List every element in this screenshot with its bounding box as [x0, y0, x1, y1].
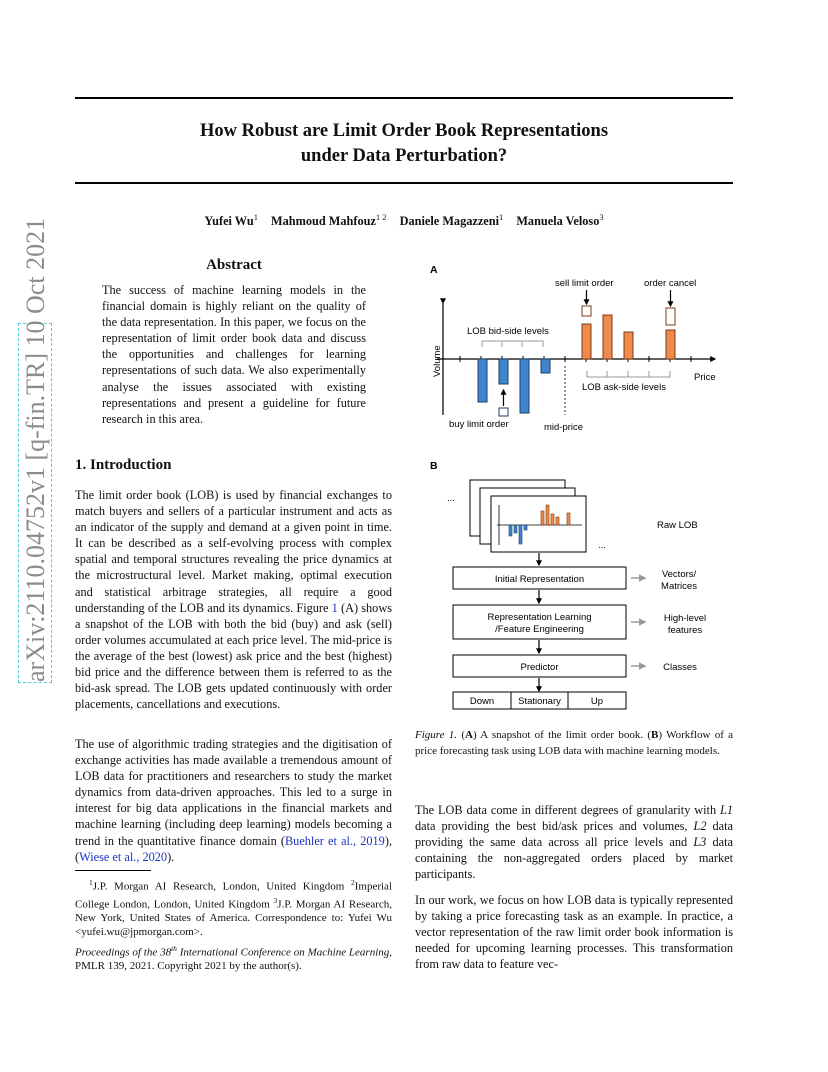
author-name: Daniele Magazzeni	[399, 214, 499, 229]
volume-axis-label: Volume	[432, 345, 443, 377]
citation-link[interactable]: Buehler et al., 2019	[284, 833, 385, 848]
panel-a-label: A	[430, 264, 438, 276]
author-affiliation: 1	[253, 212, 258, 222]
author-name: Mahmoud Mahfouz	[271, 214, 376, 229]
text-span: Proceedings of the 38	[75, 946, 172, 959]
lob-snapshot-front	[491, 496, 586, 552]
class-up: Up	[590, 696, 604, 707]
bid-bar	[541, 359, 550, 373]
text-span: data providing the same data across all price levels and	[415, 819, 733, 850]
text-span: , PMLR 139, 2021. Copyright 2021 by the author(s).	[75, 946, 392, 973]
sell-limit-order-box	[582, 306, 591, 316]
ask-levels-bracket	[587, 371, 670, 377]
ask-bar	[624, 332, 633, 359]
affiliation-footnote	[75, 876, 392, 939]
classes-label: Classes	[663, 662, 697, 673]
text-span: data providing the best bid/ask prices and volumes,	[415, 819, 694, 834]
text-span: ) Workflow of a price forecasting task using LOB data with machine learning models.	[415, 729, 734, 757]
citation-link[interactable]: Wiese et al., 2020	[79, 849, 168, 864]
high-level-label-1: High-level	[663, 613, 707, 624]
text-span: The use of algorithmic trading strategies and the digitisation of exchange activities has made available a tremendous amount of LOB data for practitioners and researchers to study the market dynamics from data-driven approaches. This led to a surge in interest for big data applications in the financial markets and machine learning (including deep learning) models becoming a trend in the quantitative finance domain (	[75, 737, 392, 848]
order-cancel-label: order cancel	[644, 278, 697, 289]
order-cancel-box	[666, 308, 675, 325]
bid-bar	[478, 359, 487, 402]
bid-bar	[499, 359, 508, 384]
class-down: Down	[469, 696, 495, 707]
footnote-mark: 2	[350, 878, 355, 887]
bid-levels-bracket	[482, 341, 543, 347]
initial-representation-label: Initial Representation	[494, 574, 585, 585]
author-list	[75, 212, 733, 229]
ask-bar	[666, 330, 675, 359]
author-affiliation: 1	[499, 212, 504, 222]
text-span: L2	[693, 819, 707, 834]
panel-b-label: B	[430, 460, 438, 472]
text-span: th	[171, 944, 177, 953]
text-span: J.P. Morgan AI Research, London, United Kingdom	[92, 880, 351, 893]
top-rule	[75, 97, 733, 99]
footnote-mark: 3	[273, 896, 278, 906]
paper-title	[75, 119, 733, 169]
ellipsis-right: ...	[598, 540, 606, 551]
text-span: The limit order book (LOB) is used by financial exchanges to match buyers and sellers of a particular instrument and acts as an indicator of the supply and demand at a given point in time. It can be described as a self-evolving process with complex spatial and temporal structures revealing the price dynamics at the microstructural level. Market making, optimal execution and statistical arbitrage strategies, all require a good understanding of the LOB and its dynamics. Figure	[75, 488, 392, 615]
bid-bar	[520, 359, 529, 413]
right-paragraph-1	[415, 802, 733, 882]
mid-price-label: mid-price	[544, 422, 584, 433]
ask-side-levels-label: LOB ask-side levels	[582, 382, 666, 393]
vectors-label-2: Matrices	[661, 581, 697, 592]
figure-1	[415, 255, 733, 725]
ask-bar	[582, 324, 591, 359]
text-span: A	[465, 729, 473, 741]
figure-caption	[415, 728, 733, 759]
author-name: Manuela Veloso	[516, 214, 600, 229]
text-span: ) A snapshot of the limit order book. (	[472, 729, 652, 741]
author-affiliation: 1 2	[375, 212, 387, 222]
text-span: data containing the non-aggregated orders placed by market participants.	[415, 835, 733, 882]
intro-paragraph-1	[75, 487, 392, 712]
section-heading-introduction: 1. Introduction	[75, 457, 172, 473]
author-name: Yufei Wu	[204, 214, 254, 229]
representation-learning-label-2: /Feature Engineering	[495, 624, 584, 635]
intro-paragraph-2	[75, 736, 392, 865]
text-span: ), (	[75, 833, 393, 864]
figure-ref-link[interactable]: 1	[331, 600, 338, 615]
title-line-1: How Robust are Limit Order Book Representations	[199, 121, 609, 141]
raw-lob-label: Raw LOB	[657, 520, 698, 531]
ellipsis-left: ...	[447, 493, 455, 504]
proceedings-note	[75, 942, 392, 973]
right-paragraph-2: In our work, we focus on how LOB data is typically represented by taking a price forecasting task as an example. In practice, a vector representation of the raw limit order book information is needed for upcoming learning processes. This transformation from raw data to feature vec-	[415, 893, 733, 972]
predictor-label: Predictor	[520, 662, 559, 673]
sell-limit-order-label: sell limit order	[555, 278, 614, 289]
caption-label: Figure 1.	[415, 729, 458, 741]
author-affiliation: 3	[599, 212, 604, 222]
abstract-text: The success of machine learning models in the financial domain is highly reliant on the quality of the data representation. In this paper, we focus on the representation of limit order book data and discuss the opportunities and challenges for learning representations of such data. We also experimentally analyse the issues associated with existing representations and present a guideline for future research in this area.	[102, 283, 366, 426]
class-stationary: Stationary	[518, 696, 561, 707]
representation-learning-label-1: Representation Learning	[487, 612, 592, 623]
footnote-mark: 1	[89, 878, 93, 887]
text-span: International Conference on Machine Learning	[176, 946, 390, 959]
text-span: Imperial College London, London, United Kingdom	[75, 880, 392, 911]
arxiv-identifier: arXiv:2110.04752v1 [q-fin.TR] 10 Oct 2021	[18, 323, 52, 683]
title-line-2: under Data Perturbation?	[300, 146, 508, 166]
text-span: B	[651, 729, 659, 741]
footnote-rule	[75, 870, 151, 871]
vectors-label-1: Vectors/	[661, 569, 697, 580]
text-span: The LOB data come in different degrees of granularity with	[415, 803, 720, 817]
abstract-heading: Abstract	[206, 257, 262, 273]
text-span: (	[461, 729, 466, 741]
bottom-rule	[75, 182, 733, 184]
buy-limit-order-label: buy limit order	[449, 419, 509, 430]
buy-limit-order-box	[499, 408, 508, 416]
text-span: ).	[167, 849, 175, 864]
text-span: L3	[693, 835, 707, 850]
text-span: L1	[720, 803, 733, 817]
price-axis-label: Price	[694, 372, 716, 383]
text-span: (A) shows a snapshot of the LOB with both the bid (buy) and ask (sell) order volumes accumulated at each price level. The mid-price is the average of the best (lowest) ask price and the best (highest) bid price and the difference between them is referred to as the bid-ask spread. The LOB gets updated continuously with order placements, cancellations and executions.	[75, 600, 392, 712]
ask-bar	[603, 315, 612, 359]
text-span: J.P. Morgan AI Research, New York, United States of America. Correspondence to: Yufei Wu <yufei.wu@jpmorgan.com>.	[75, 898, 392, 938]
high-level-label-2: features	[667, 625, 703, 636]
bid-side-levels-label: LOB bid-side levels	[467, 326, 549, 337]
